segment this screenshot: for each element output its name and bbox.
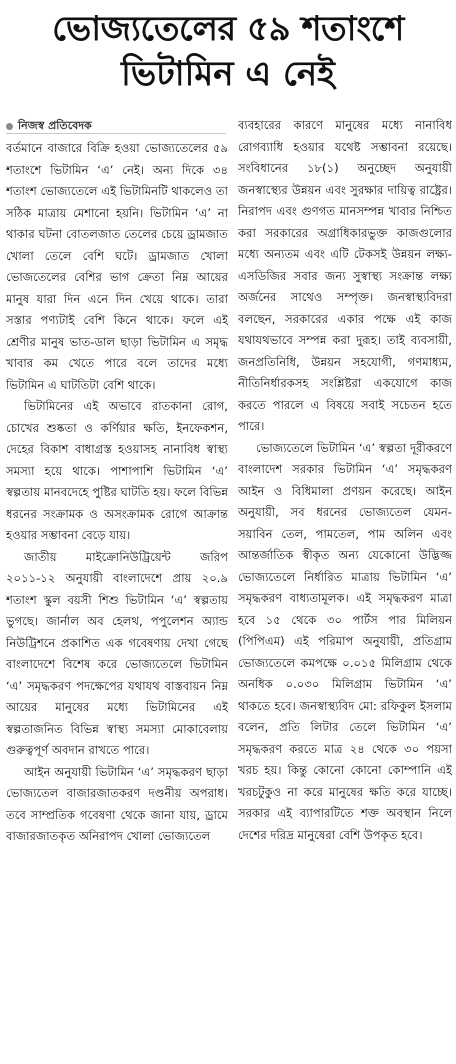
left-paragraph-3: জাতীয় মাইক্রোনিউট্রিয়েন্ট জরিপ ২০১১-১২ অনুযায়ী বাংলাদেশে প্রায় ২০.৯ শতাংশ স্কুল বয়সী শিশু ভিটামিন ‘এ’ স্বল্পতায় ভুগছে। জার্নাল অব হেলথ, পপুলেশন অ্যান্ড নিউট্রিশনে প্রকাশিত এক গবেষণায় দেখা গেছে বাংলাদেশে বিশেষ করে ভোজ্যতেলে ভিটামিন ‘এ’ সমৃদ্ধকরণ পদক্ষেপের যথাযথ বাস্তবায়ন নিম্ন আয়ের মানুষের মধ্যে ভিটামিনের এই স্বল্পতাজনিত বিভিন্ন স্বাস্থ্য সমস্যা মোকাবেলায় গুরুত্বপূর্ণ অবদান রাখতে পারে। <box>6 549 228 757</box>
headline <box>0 6 456 96</box>
byline-text: নিজস্ব প্রতিবেদক <box>18 119 92 132</box>
left-paragraph-2: ভিটামিনের এই অভাবে রাতকানা রোগ, চোখের শুষ্কতা ও কর্ণিয়ার ক্ষতি, ইনফেকশন, দেহের বিকাশ বাধাগ্রস্ত হওয়াসহ নানাবিধ স্বাস্থ্য সমস্যা হয়ে থাকে। পাশাপাশি ভিটামিন ‘এ’ স্বল্পতায় মানবদেহে পুষ্টির ঘাটতি হয়। ফলে বিভিন্ন ধরনের সংক্রামক ও অসংক্রামক রোগে আক্রান্ত হওয়ার সম্ভাবনা বেড়ে যায়। <box>6 399 228 542</box>
left-column <box>6 138 228 1058</box>
left-paragraph-4: আইন অনুযায়ী ভিটামিন ‘এ’ সমৃদ্ধকরণ ছাড়া ভোজ্যতেল বাজারজাতকরণ দণ্ডনীয় অপরাধ। তবে সাম্প্রতিক গবেষণা থেকে জানা যায়, ড্রামে বাজারজাতকৃত অনিরাপদ খোলা ভোজ্যতেল <box>6 764 228 843</box>
headline-line-2: ভিটামিন এ নেই <box>121 54 335 94</box>
right-paragraph-2: ভোজ্যতেলে ভিটামিন ‘এ’ স্বল্পতা দূরীকরণে বাংলাদেশ সরকার ভিটামিন ‘এ’ সমৃদ্ধকরণ আইন ও বিধিমালা প্রণয়ন করেছে। আইন অনুযায়ী, সব ধরনের ভোজ্যতেল যেমন- সয়াবিন তেল, পামতেল, পাম অলিন এবং আন্তর্জাতিক স্বীকৃত অন্য যেকোনো উদ্ভিজ্জ ভোজ্যতেলে নির্ধারিত মাত্রায় ভিটামিন ‘এ’ সমৃদ্ধকরণ বাধ্যতামূলক। এই সমৃদ্ধকরণ মাত্রা হবে ১৫ থেকে ৩০ পার্টস পার মিলিয়ন (পিপিএম) এই পরিমাপ অনুযায়ী, প্রতিগ্রাম ভোজ্যতেলে কমপক্ষে ০.০১৫ মিলিগ্রাম থেকে অনধিক ০.০৩০ মিলিগ্রাম ভিটামিন ‘এ’ থাকতে হবে। জনস্বাস্থ্যবিদ মো: রফিকুল ইসলাম বলেন, প্রতি লিটার তেলে ভিটামিন ‘এ’ সমৃদ্ধকরণ করতে মাত্র ২৪ থেকে ৩০ পয়সা খরচ হয়। কিন্তু কোনো কোনো কোম্পানি এই খরচটুকুও না করে মানুষের ক্ষতি করে যাচ্ছে। সরকার এই ব্যাপারটিতে শক্ত অবস্থান নিলে দেশের দরিদ্র মানুষেরা বেশি উপকৃত হবে। <box>238 440 452 842</box>
left-paragraph-1: বর্তমানে বাজারে বিক্রি হওয়া ভোজ্যতেলের ৫৯ শতাংশে ভিটামিন ‘এ’ নেই। অন্য দিকে ৩৪ শতাংশ ভোজ্যতেলে এই ভিটামিনটি থাকলেও তা সঠিক মাত্রায় মেশানো হয়নি। ভিটামিন ‘এ’ না থাকার ঘটনা বোতলজাত তেলের চেয়ে ড্রামজাত খোলা তেলে বেশি ঘটে। ড্রামজাত খোলা ভোজতেলের বেশির ভাগ ক্রেতা নিম্ন আয়ের মানুষ যারা দিন এনে দিন খেয়ে থাকে। তারা সস্তার পণ্যটাই বেশি কিনে থাকে। ফলে এই শ্রেণীর মানুষ ভাত-ডাল ছাড়া ভিটামিন এ সমৃদ্ধ খাবার কম খেতে পারে বলে তাদের মধ্যে ভিটামিন এ ঘাটতিটা বেশি থাকে। <box>6 141 228 392</box>
right-column <box>238 115 452 1058</box>
bullet-icon <box>6 123 13 130</box>
right-paragraph-1: ব্যবহারের কারণে মানুষের মধ্যে নানাবিধ রোগব্যাধি হওয়ার যথেষ্ট সম্ভাবনা রয়েছে। সংবিধানের ১৮(১) অনুচ্ছেদ অনুযায়ী জনস্বাস্থ্যের উন্নয়ন এবং সুরক্ষার দায়িত্ব রাষ্ট্রের। নিরাপদ এবং গুণগত মানসম্পন্ন খাবার নিশ্চিত করা সরকারের অগ্রাধিকারভুক্ত কাজগুলোর মধ্যে অন্যতম এবং এটি টেকসই উন্নয়ন লক্ষ্য-এসডিজির সবার জন্য সুস্বাস্থ্য সংক্রান্ত লক্ষ্য অর্জনের সাথেও সম্পৃক্ত। জনস্বাস্থ্যবিদরা বলছেন, সরকারের একার পক্ষে এই কাজ যথাযথভাবে সম্পন্ন করা দুরূহ। তাই ব্যবসায়ী, জনপ্রতিনিধি, উন্নয়ন সহযোগী, গণমাধ্যম, নীতিনির্ধারকসহ সংশ্লিষ্টরা একযোগে কাজ করতে পারলে এ বিষয়ে সবাই সচেতন হতে পারে। <box>238 118 452 433</box>
byline-divider <box>6 133 226 134</box>
headline-line-1: ভোজ্যতেলের ৫৯ শতাংশে <box>52 9 404 49</box>
